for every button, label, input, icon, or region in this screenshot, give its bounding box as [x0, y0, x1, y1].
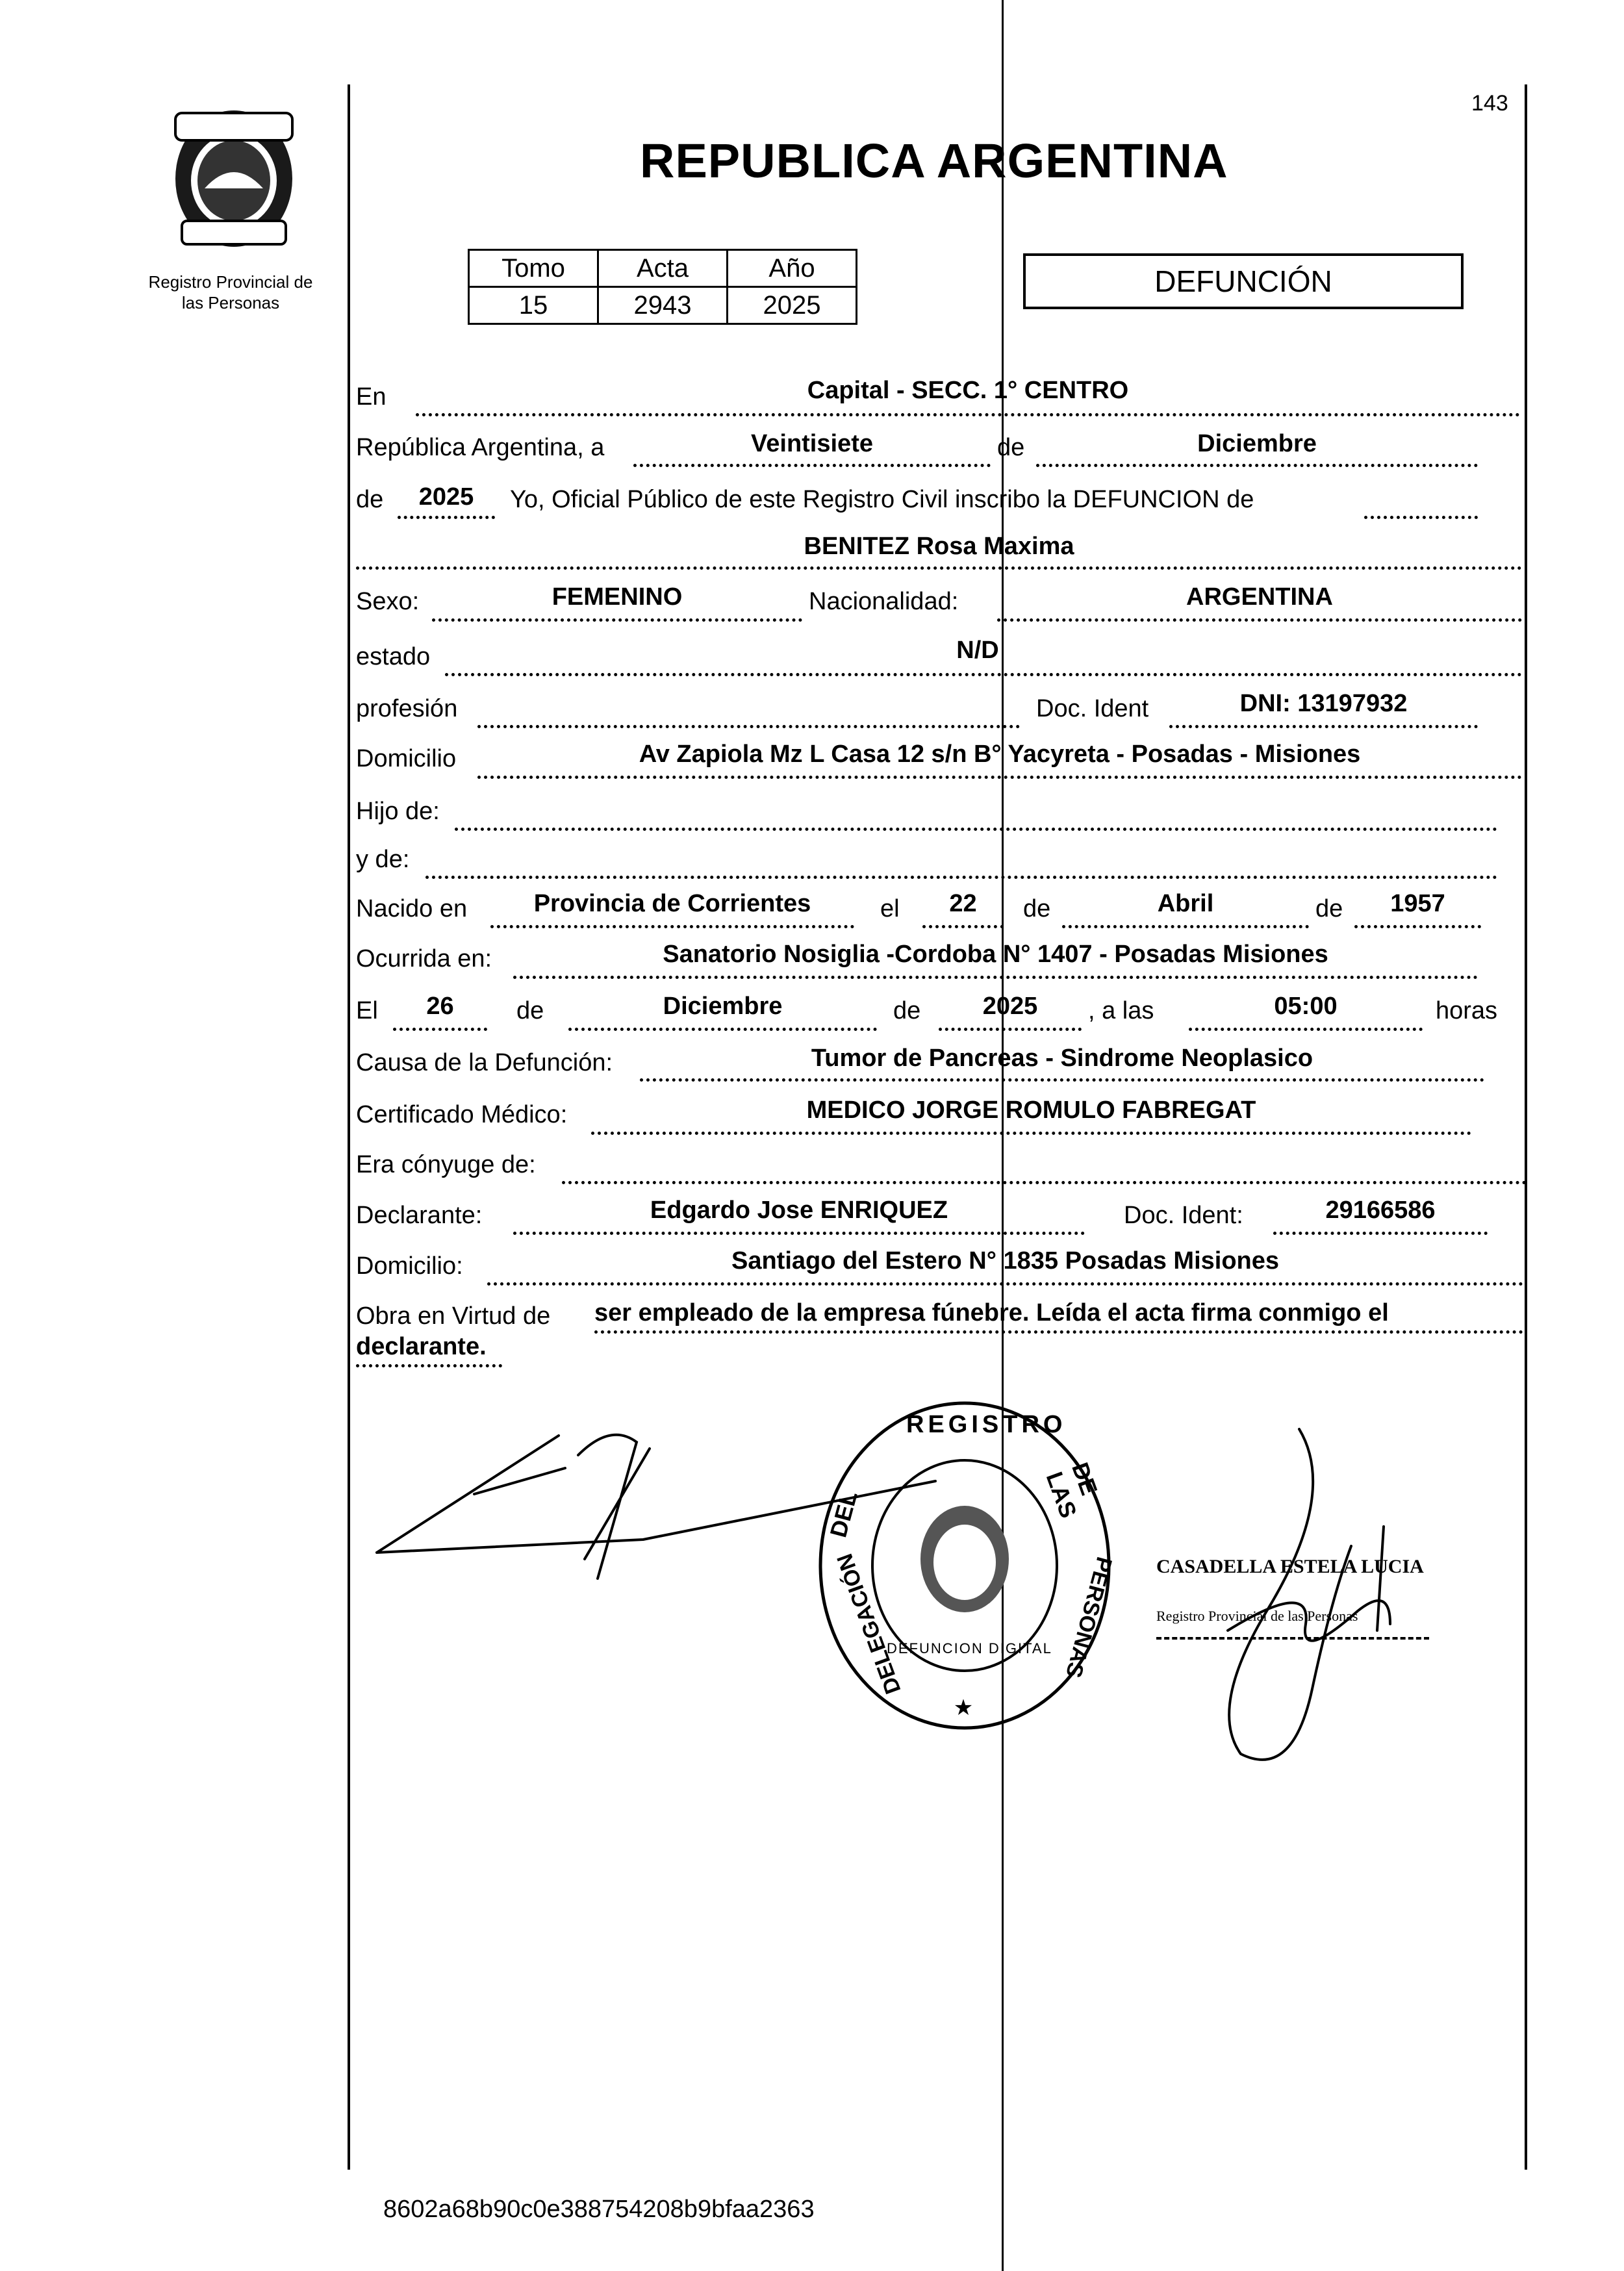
label-obra: Obra en Virtud de — [356, 1302, 551, 1330]
value-declarant: Edgardo Jose ENRIQUEZ — [650, 1197, 948, 1224]
value-reason-line2: declarante. — [356, 1333, 487, 1360]
stamp-bottom-right-text: PERSONAS — [1060, 1554, 1117, 1681]
value-declarant-document: 29166586 — [1325, 1197, 1436, 1224]
stamp-inner-text: DEFUNCION DIGITAL — [887, 1640, 1052, 1656]
dots-spouse — [562, 1181, 1527, 1184]
dots-father — [455, 828, 1497, 831]
value-nationality: ARGENTINA — [1186, 583, 1333, 611]
dots-reason-line1 — [594, 1330, 1523, 1334]
label-nacido-en: Nacido en — [356, 895, 468, 922]
label-profesion: profesión — [356, 695, 458, 722]
value-birth-year: 1957 — [1390, 890, 1445, 917]
dots-birth-month — [1062, 925, 1309, 928]
ledger-value-anio: 2025 — [728, 287, 857, 324]
stamp-right-text: DE LAS — [1041, 1458, 1103, 1521]
label-domicilio: Domicilio — [356, 745, 457, 772]
registry-name-line1: Registro Provincial de — [148, 272, 313, 292]
dots-civil-status — [445, 673, 1522, 676]
value-civil-status: N/D — [956, 637, 999, 664]
value-death-month: Diciembre — [663, 993, 783, 1020]
document-hash: 8602a68b90c0e388754208b9bfaa2363 — [383, 2196, 815, 2223]
ledger-label-anio: Año — [728, 250, 857, 287]
value-year: 2025 — [418, 483, 474, 511]
page-title: REPUBLICA ARGENTINA — [640, 134, 1228, 188]
dots-birth-year — [1354, 925, 1481, 928]
label-nacionalidad: Nacionalidad: — [809, 588, 959, 615]
stamp-bottom-left-text: DELEGACIÓN — [832, 1550, 906, 1697]
value-month: Diciembre — [1197, 430, 1317, 457]
registrar-signature-block — [1143, 1416, 1455, 1780]
record-type-box — [1023, 253, 1464, 309]
ledger-label-tomo: Tomo — [469, 250, 598, 287]
label-el-birth: el — [880, 895, 900, 922]
right-margin-rule — [1525, 84, 1527, 2170]
dots-certificate — [591, 1132, 1471, 1135]
dots-death-day — [393, 1028, 487, 1031]
ledger-value-tomo: 15 — [469, 287, 598, 324]
dots-mother — [425, 876, 1497, 879]
label-de-month: de — [997, 434, 1025, 461]
dots-birth-place — [490, 925, 854, 928]
label-en: En — [356, 383, 387, 411]
label-hijo-de: Hijo de: — [356, 798, 440, 825]
dots-month — [1036, 464, 1478, 467]
label-sexo: Sexo: — [356, 588, 420, 615]
label-doc-ident: Doc. Ident — [1036, 695, 1149, 722]
value-sex: FEMENINO — [552, 583, 683, 611]
label-yo-oficial: Yo, Oficial Público de este Registro Civil inscribo la DEFUNCION de — [510, 486, 1254, 513]
official-stamp — [815, 1397, 1117, 1734]
stamp-left-text: DEL — [824, 1488, 863, 1540]
value-death-time: 05:00 — [1274, 993, 1338, 1020]
ledger-label-acta: Acta — [598, 250, 728, 287]
value-death-place: Sanatorio Nosiglia -Cordoba N° 1407 - Posadas Misiones — [663, 941, 1328, 968]
value-day-words: Veintisiete — [751, 430, 873, 457]
value-birth-day: 22 — [949, 890, 977, 917]
stamp-top-text: REGISTRO — [906, 1411, 1067, 1438]
dots-deceased-start — [1364, 516, 1478, 519]
label-conyuge: Era cónyuge de: — [356, 1151, 536, 1178]
label-el-death: El — [356, 997, 378, 1024]
registry-name — [123, 272, 338, 313]
label-doc-ident-declarant: Doc. Ident: — [1124, 1202, 1243, 1229]
value-death-year: 2025 — [982, 993, 1038, 1020]
value-reason-line1: ser empleado de la empresa fúnebre. Leída el acta firma conmigo el — [594, 1299, 1389, 1326]
label-ocurrida-en: Ocurrida en: — [356, 945, 492, 972]
dots-birth-day — [922, 925, 1004, 928]
dots-death-month — [568, 1028, 877, 1031]
registry-name-line2: las Personas — [181, 293, 280, 312]
svg-text:★: ★ — [953, 1695, 974, 1721]
record-type: DEFUNCIÓN — [1154, 264, 1332, 298]
label-certificado: Certificado Médico: — [356, 1101, 568, 1128]
dots-profession — [477, 725, 1020, 728]
dots-address — [477, 776, 1522, 779]
label-estado: estado — [356, 643, 431, 670]
label-de-birth-month: de — [1023, 895, 1051, 922]
dots-death-year — [939, 1028, 1082, 1031]
label-republica: República Argentina, a — [356, 434, 605, 461]
value-certificate: MEDICO JORGE ROMULO FABREGAT — [806, 1097, 1256, 1124]
value-birth-place: Provincia de Corrientes — [533, 890, 811, 917]
value-declarant-address: Santiago del Estero N° 1835 Posadas Misiones — [731, 1247, 1280, 1275]
dots-document — [1169, 725, 1478, 728]
label-horas: horas — [1436, 997, 1498, 1024]
label-de-year: de — [356, 486, 384, 513]
dots-death-time — [1189, 1028, 1423, 1031]
dots-deceased-name — [356, 566, 1522, 570]
registrar-stamp-dash — [1156, 1637, 1429, 1640]
registrar-office: Registro Provincial de las Personas — [1156, 1608, 1358, 1624]
registrar-name: CASADELLA ESTELA LUCIA — [1156, 1556, 1424, 1577]
ledger-value-acta: 2943 — [598, 287, 728, 324]
dots-sex — [432, 618, 802, 622]
dots-declarant-address — [487, 1282, 1523, 1286]
ledger-table — [468, 249, 857, 325]
fold-line — [1002, 0, 1004, 2271]
dots-declarant-document — [1273, 1232, 1488, 1235]
label-de-death-year: de — [893, 997, 921, 1024]
dots-nationality — [997, 618, 1522, 622]
label-a-las: , a las — [1088, 997, 1154, 1024]
label-declarante: Declarante: — [356, 1202, 483, 1229]
value-address: Av Zapiola Mz L Casa 12 s/n B° Yacyreta - Posadas - Misiones — [639, 741, 1361, 768]
label-domicilio-declarant: Domicilio: — [356, 1252, 463, 1280]
dots-declarant — [513, 1232, 1085, 1235]
label-de-birth-year: de — [1315, 895, 1343, 922]
dots-day-words — [633, 464, 991, 467]
value-death-day: 26 — [426, 993, 454, 1020]
dots-reason-line2 — [356, 1364, 502, 1367]
label-causa: Causa de la Defunción: — [356, 1049, 613, 1076]
label-de-death-month: de — [516, 997, 544, 1024]
value-cause: Tumor de Pancreas - Sindrome Neoplasico — [811, 1045, 1313, 1072]
dots-place — [416, 413, 1520, 416]
value-document: DNI: 13197932 — [1239, 690, 1408, 717]
page-number: 143 — [1471, 91, 1508, 116]
dots-death-place — [513, 976, 1478, 979]
dots-year — [398, 516, 495, 519]
left-margin-rule — [348, 84, 350, 2170]
value-place: Capital - SECC. 1° CENTRO — [807, 377, 1129, 404]
label-y-de: y de: — [356, 846, 410, 873]
province-seal-logo — [159, 104, 309, 253]
value-birth-month: Abril — [1157, 890, 1214, 917]
dots-cause — [640, 1078, 1484, 1082]
value-deceased-name: BENITEZ Rosa Maxima — [804, 533, 1074, 560]
registrar-signature — [1143, 1416, 1455, 1780]
